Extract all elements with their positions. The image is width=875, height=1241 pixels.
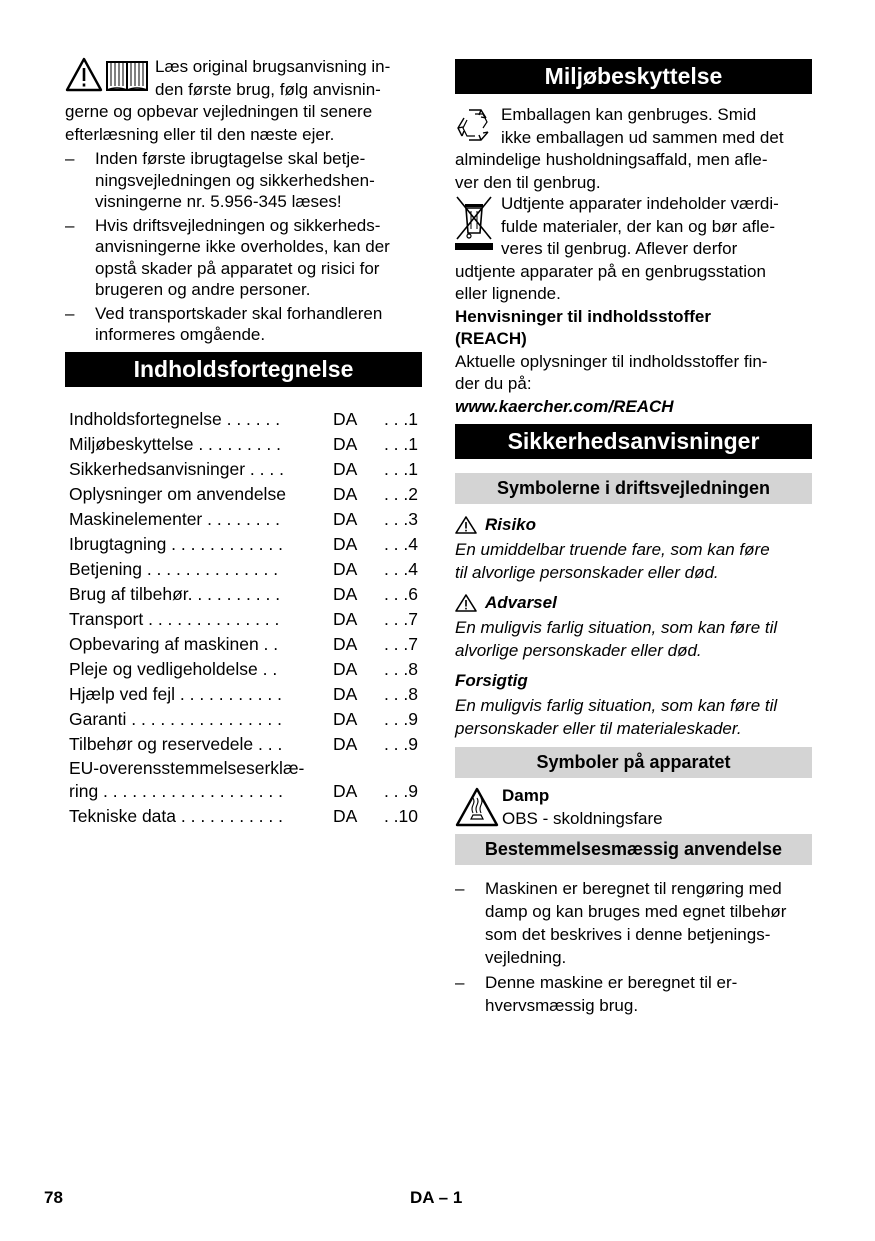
hot-steam-icon (455, 787, 499, 827)
toc-page: . . .9 (383, 733, 418, 754)
reach-link[interactable]: www.kaercher.com/REACH (455, 396, 674, 416)
intro-bullet (65, 148, 422, 213)
toc-row[interactable] (65, 657, 422, 682)
bullet-line: Ved transportskader skal forhandleren (95, 303, 383, 323)
toc-title: Indholdsfortegnelse . . . . . . (69, 408, 281, 429)
weee-line: udtjente apparater på en genbrugsstation (455, 261, 766, 281)
toc-lang: DA (333, 458, 358, 479)
toc-row (65, 779, 422, 804)
toc-page: . . .4 (383, 558, 418, 579)
intro-icons (65, 56, 155, 101)
intended-use-heading: Bestemmelsesmæssig anvendelse (455, 834, 812, 865)
warning-triangle-icon (455, 516, 477, 534)
toc-title: Pleje og vedligeholdelse . . (69, 658, 278, 679)
table-of-contents (65, 407, 422, 829)
bullet-line: vejledning. (485, 948, 567, 967)
steam-block (455, 785, 812, 831)
section-page-number: DA – 1 (410, 1188, 463, 1207)
toc-lang: DA (333, 533, 358, 554)
right-column (455, 59, 812, 1017)
weee-line: fulde materialer, der kan og bør afle- (501, 216, 776, 236)
recycle-line: ikke emballagen ud sammen med det (501, 127, 784, 147)
bullet-line: anvisningerne ikke overholdes, kan der (95, 237, 390, 256)
toc-row-multiline[interactable] (65, 757, 422, 804)
toc-row[interactable] (65, 632, 422, 657)
use-bullet-list (455, 877, 812, 1017)
page-number: 78 (44, 1188, 63, 1207)
toc-page: . . .2 (383, 483, 418, 504)
bullet-dash: – (65, 303, 75, 323)
toc-page: . . .8 (383, 658, 418, 679)
toc-lang: DA (333, 633, 358, 654)
steam-label: Damp (502, 786, 550, 805)
warning-text: En muligvis farlig situation, som kan føre til (455, 618, 778, 637)
intro-line-2: den første brug, følg anvisnin- (155, 79, 381, 99)
toc-lang: DA (333, 583, 358, 604)
toc-lang: DA (333, 683, 358, 704)
toc-row[interactable] (65, 532, 422, 557)
intro-header (65, 56, 422, 101)
safety-heading: Sikkerhedsanvisninger (455, 424, 812, 459)
bullet-text (485, 971, 812, 1017)
risk-text: til alvorlige personskader eller død. (455, 562, 719, 582)
toc-title: Ibrugtagning . . . . . . . . . . . . (69, 533, 283, 554)
reach-text: Aktuelle oplysninger til indholdsstoffer fin- (455, 351, 768, 371)
use-bullet (455, 971, 812, 1017)
toc-title: Maskinelementer . . . . . . . . (69, 508, 281, 529)
bullet-line: Denne maskine er beregnet til er- (485, 973, 738, 992)
toc-row[interactable] (65, 707, 422, 732)
toc-title: Tilbehør og reservedele . . . (69, 733, 283, 754)
toc-page: . . .7 (383, 633, 418, 654)
toc-lang: DA (333, 558, 358, 579)
toc-row[interactable] (65, 507, 422, 532)
recycle-line: Emballagen kan genbruges. Smid (501, 105, 757, 124)
recycle-line: ver den til genbrug. (455, 172, 601, 192)
toc-page: . .10 (383, 805, 418, 826)
warning-triangle-icon (455, 594, 477, 612)
intro-line-1: Læs original brugsanvisning in- (155, 57, 391, 76)
toc-page: . . .9 (383, 780, 418, 801)
weee-line: Udtjente apparater indeholder værdi- (501, 194, 779, 213)
toc-title: Tekniske data . . . . . . . . . . . (69, 805, 283, 826)
warning-manual-icon (65, 56, 153, 94)
risk-label (455, 514, 812, 536)
toc-row[interactable] (65, 582, 422, 607)
use-bullet (455, 877, 812, 969)
toc-title: Miljøbeskyttelse . . . . . . . . . (69, 433, 281, 454)
caution-text: personskader eller til materialeskader. (455, 718, 742, 738)
toc-lang: DA (333, 408, 358, 429)
caution-text: En muligvis farlig situation, som kan føre til (455, 696, 778, 715)
toc-title: Brug af tilbehør. . . . . . . . . . (69, 583, 281, 604)
toc-row[interactable] (65, 457, 422, 482)
bullet-dash: – (65, 215, 75, 235)
toc-page: . . .1 (383, 408, 418, 429)
toc-row[interactable] (65, 432, 422, 457)
toc-lang: DA (333, 805, 358, 826)
intro-line-4: efterlæsning eller til den næste ejer. (65, 124, 335, 144)
bullet-dash: – (455, 879, 465, 898)
intro-bullet (65, 303, 422, 346)
recycle-icon (455, 106, 495, 144)
bullet-line: Maskinen er beregnet til rengøring med (485, 879, 782, 898)
toc-lang: DA (333, 708, 358, 729)
intro-line-3: gerne og opbevar vejledningen til senere (65, 102, 373, 121)
toc-title: Betjening . . . . . . . . . . . . . . (69, 558, 279, 579)
risk-label-text: Risiko (485, 515, 537, 534)
toc-title: Transport . . . . . . . . . . . . . . (69, 608, 280, 629)
bullet-line: informeres omgående. (95, 325, 266, 344)
toc-lang: DA (333, 733, 358, 754)
reach-heading: Henvisninger til indholdsstoffer (455, 306, 711, 326)
toc-lang: DA (333, 508, 358, 529)
steam-text: OBS - skoldningsfare (502, 808, 663, 828)
bullet-text (95, 148, 422, 213)
toc-page: . . .4 (383, 533, 418, 554)
bullet-dash: – (65, 149, 75, 168)
intro-header-text (155, 56, 390, 101)
toc-row[interactable] (65, 407, 422, 432)
reach-text-2: der du på: (455, 374, 532, 393)
toc-page: . . .1 (383, 458, 418, 479)
toc-row[interactable] (65, 557, 422, 582)
symbols-heading: Symbolerne i driftsvejledningen (455, 473, 812, 504)
weee-line: eller lignende. (455, 284, 561, 303)
bullet-text (95, 215, 422, 301)
toc-page: . . .8 (383, 683, 418, 704)
risk-text: En umiddelbar truende fare, som kan føre (455, 540, 770, 559)
bullet-line: ningsvejledningen og sikkerhedshen- (95, 170, 375, 190)
reach-heading-2: (REACH) (455, 329, 527, 348)
bullet-line: brugeren og andre personer. (95, 280, 311, 299)
bullet-line: damp og kan bruges med egnet tilbehør (485, 902, 787, 921)
toc-title: Garanti . . . . . . . . . . . . . . . . (69, 708, 282, 729)
recycle-line: almindelige husholdningsaffald, men afle- (455, 150, 768, 169)
intro-bullet (65, 215, 422, 301)
device-symbols-heading: Symboler på apparatet (455, 747, 812, 778)
recycle-block (455, 104, 812, 194)
caution-label (455, 670, 812, 692)
toc-heading: Indholdsfortegnelse (65, 352, 422, 387)
toc-page: . . .6 (383, 583, 418, 604)
toc-lang: DA (333, 608, 358, 629)
toc-lang: DA (333, 658, 358, 679)
left-column (65, 56, 422, 829)
warning-label-text: Advarsel (485, 593, 557, 612)
crossed-bin-icon (455, 195, 495, 253)
bullet-text (485, 877, 812, 969)
toc-page: . . .3 (383, 508, 418, 529)
intro-bullet-list (65, 148, 422, 346)
toc-lang: DA (333, 483, 358, 504)
toc-row[interactable] (65, 804, 422, 829)
toc-title: Hjælp ved fejl . . . . . . . . . . . (69, 683, 282, 704)
bullet-text (95, 303, 422, 346)
weee-block (455, 193, 812, 306)
warning-label (455, 592, 812, 614)
toc-row[interactable] (65, 682, 422, 707)
toc-lang: DA (333, 780, 358, 801)
toc-title: EU-overensstemmelseserklæ- (69, 757, 305, 778)
bullet-line: hvervsmæssig brug. (485, 996, 639, 1015)
toc-lang: DA (333, 433, 358, 454)
weee-line: veres til genbrug. Aflever derfor (501, 239, 738, 258)
toc-row[interactable] (65, 482, 422, 507)
bullet-line: Hvis driftsvejledningen og sikkerheds- (95, 215, 381, 235)
toc-row[interactable] (65, 607, 422, 632)
bullet-line: opstå skader på apparatet og risici for (95, 258, 380, 278)
warning-text: alvorlige personskader eller død. (455, 640, 702, 660)
toc-title-line (65, 757, 422, 779)
bullet-line: som det beskrives i denne betjenings- (485, 925, 771, 944)
caution-label-text: Forsigtig (455, 671, 528, 690)
toc-title: ring . . . . . . . . . . . . . . . . . . . (69, 780, 283, 801)
bullet-dash: – (455, 973, 465, 992)
toc-row[interactable] (65, 732, 422, 757)
toc-page: . . .1 (383, 433, 418, 454)
toc-page: . . .9 (383, 708, 418, 729)
bullet-line: Inden første ibrugtagelse skal betje- (95, 149, 366, 168)
env-heading: Miljøbeskyttelse (455, 59, 812, 94)
bullet-line: visningerne nr. 5.956-345 læses! (95, 192, 342, 211)
toc-page: . . .7 (383, 608, 418, 629)
toc-title: Opbevaring af maskinen . . (69, 633, 279, 654)
toc-title: Oplysninger om anvendelse (69, 483, 286, 504)
toc-title: Sikkerhedsanvisninger . . . . (69, 458, 284, 479)
